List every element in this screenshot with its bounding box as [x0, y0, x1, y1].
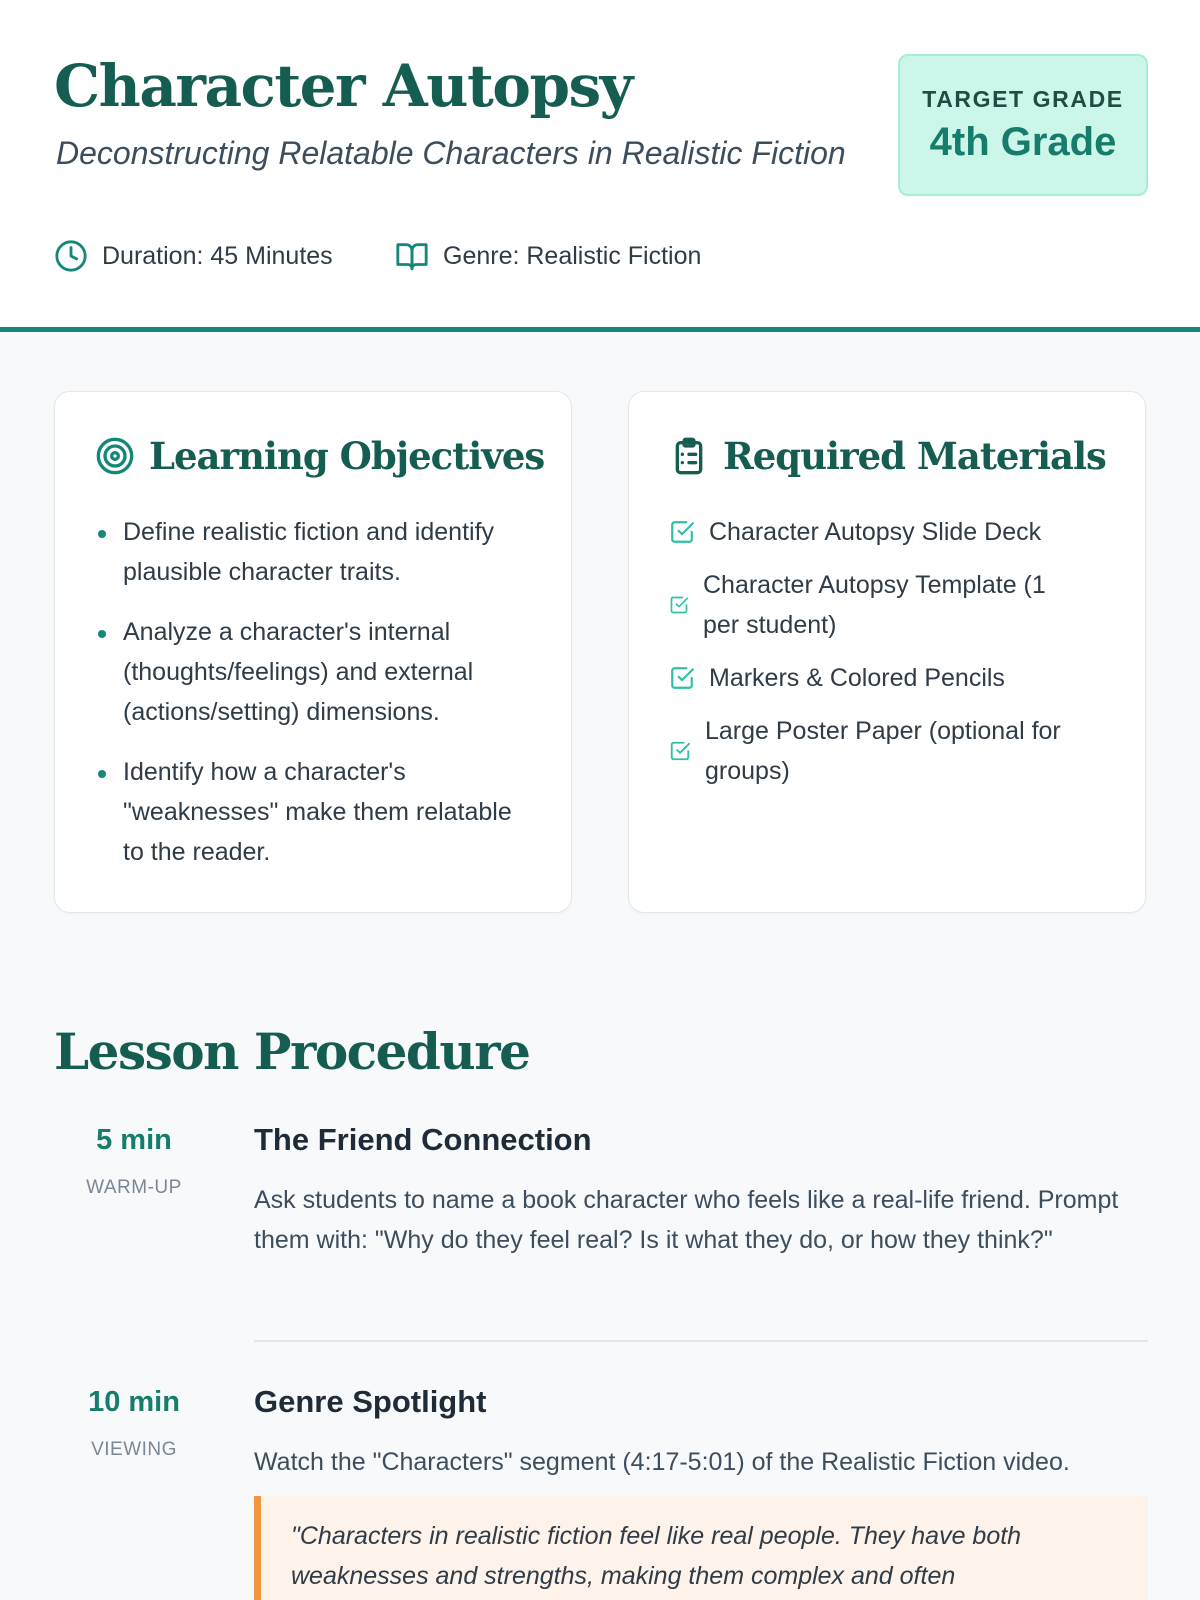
material-text: Character Autopsy Template (1 per student) [703, 571, 1046, 639]
material-item [669, 512, 1109, 552]
step-2-phase: VIEWING [91, 1439, 177, 1460]
check-square-icon [669, 595, 689, 615]
check-square-icon [669, 740, 691, 762]
check-square-icon [669, 665, 695, 691]
material-item [669, 711, 1109, 791]
required-materials-heading [669, 434, 1106, 478]
material-item [669, 658, 1109, 698]
step-1-time: 5 min [96, 1124, 172, 1156]
lesson-header [0, 0, 1200, 332]
learning-objectives-card [54, 391, 572, 913]
step-2-description: Watch the "Characters" segment (4:17-5:01) of the Realistic Fiction video. [254, 1448, 1070, 1476]
book-open-icon [395, 239, 429, 273]
objective-item: Define realistic fiction and identify plausible character traits. [95, 512, 535, 592]
genre-meta [395, 240, 701, 272]
page-subtitle: Deconstructing Relatable Characters in Realistic Fiction [56, 135, 846, 171]
objectives-list [95, 512, 535, 892]
material-text: Markers & Colored Pencils [709, 664, 1005, 692]
target-icon [95, 436, 135, 476]
duration-text: Duration: 45 Minutes [102, 241, 333, 270]
page-title: Character Autopsy [54, 52, 632, 120]
lesson-procedure-title: Lesson Procedure [54, 1022, 530, 1081]
target-grade-label: TARGET GRADE [922, 86, 1124, 112]
step-2-time: 10 min [88, 1386, 180, 1418]
step-1-description: Ask students to name a book character who feels like a real-life friend. Prompt them with: "Why do they feel real? Is it what they do, or how they think?" [254, 1186, 1119, 1254]
objective-item: Identify how a character's "weaknesses" make them relatable to the reader. [95, 752, 535, 872]
required-materials-card [628, 391, 1146, 913]
target-grade-badge [898, 54, 1148, 196]
learning-objectives-heading [95, 434, 544, 478]
check-square-icon [669, 519, 695, 545]
step-1-title: The Friend Connection [254, 1122, 592, 1157]
clipboard-list-icon [669, 436, 709, 476]
genre-quote-callout [254, 1496, 1148, 1600]
genre-quote-text: "Characters in realistic fiction feel like real people. They have both weaknesses and strengths, making them complex and often [291, 1522, 1022, 1590]
material-text: Character Autopsy Slide Deck [709, 518, 1042, 546]
material-text: Large Poster Paper (optional for groups) [705, 717, 1061, 785]
learning-objectives-title: Learning Objectives [149, 434, 545, 478]
required-materials-title: Required Materials [723, 434, 1106, 478]
duration-meta [54, 240, 333, 272]
target-grade-value: 4th Grade [929, 120, 1117, 164]
genre-text: Genre: Realistic Fiction [443, 241, 702, 270]
objective-item: Analyze a character's internal (thoughts/feelings) and external (actions/setting) dimensions. [95, 612, 535, 732]
clock-icon [54, 239, 88, 273]
materials-list [669, 512, 1109, 804]
material-item [669, 565, 1109, 645]
step-divider [254, 1340, 1148, 1342]
step-1-phase: WARM-UP [86, 1177, 182, 1198]
step-2-title: Genre Spotlight [254, 1384, 487, 1419]
